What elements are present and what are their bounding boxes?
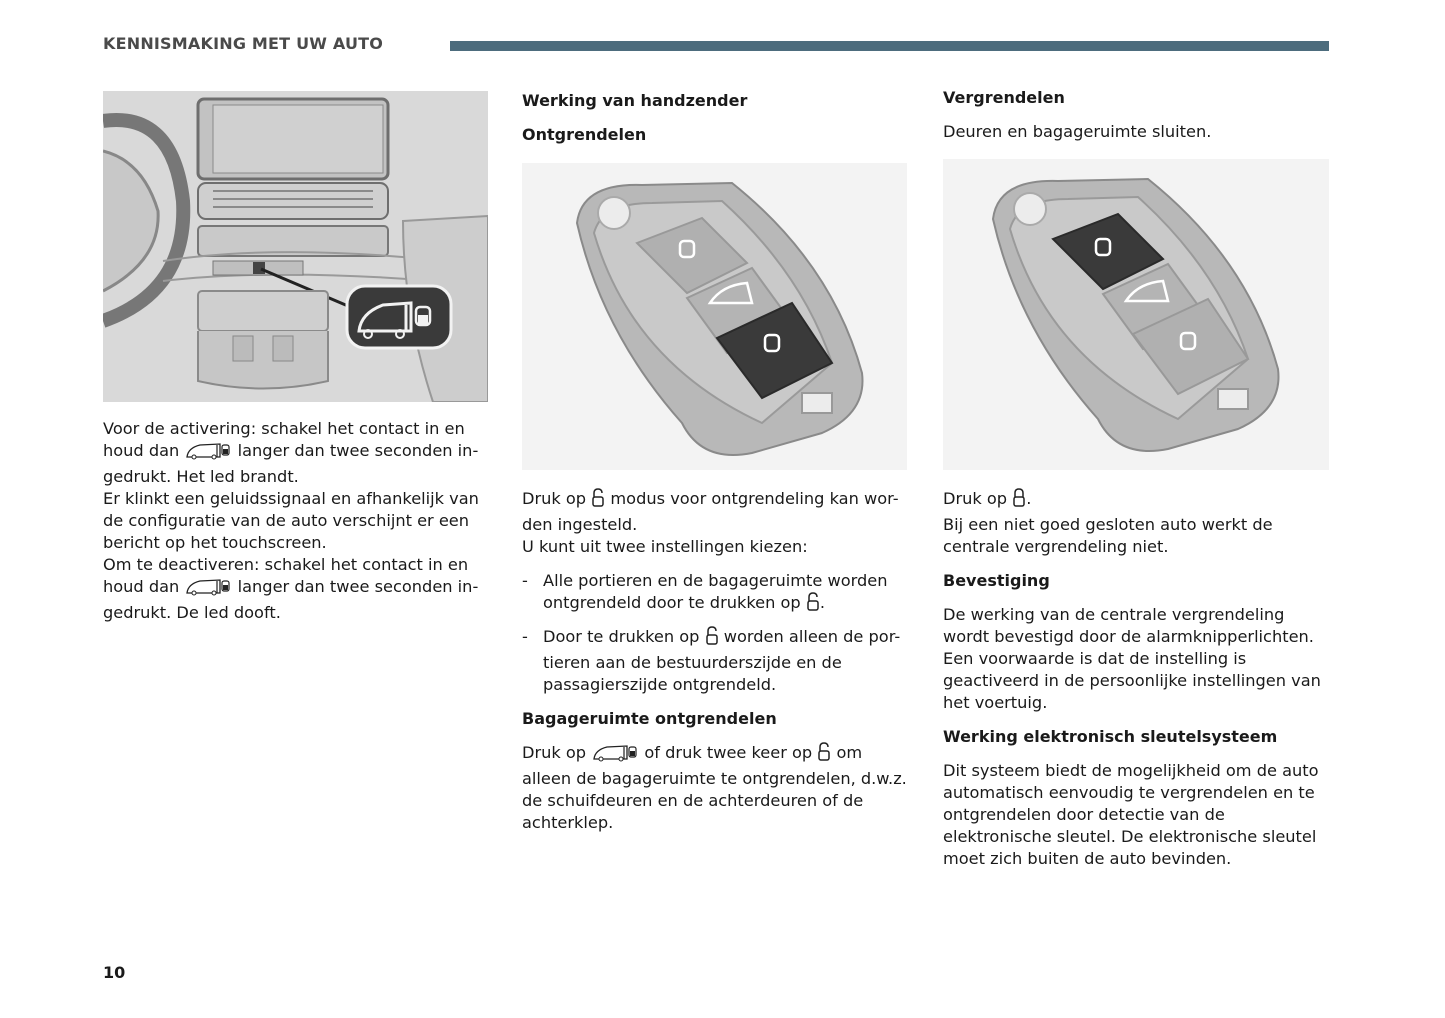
text: houd dan xyxy=(103,577,180,596)
paragraph xyxy=(522,742,907,768)
paragraph: gedrukt. De led dooft. xyxy=(103,603,281,622)
text: langer dan twee seconden in- xyxy=(237,577,479,596)
heading: Werking van handzender xyxy=(522,91,748,110)
text: Druk op xyxy=(943,489,1008,508)
paragraph: den ingesteld. xyxy=(522,515,638,534)
paragraph: U kunt uit twee instellingen kiezen: xyxy=(522,537,808,556)
heading: Bevestiging xyxy=(943,571,1050,590)
column-3-text xyxy=(943,488,1329,870)
dashboard-illustration xyxy=(103,91,488,402)
van-lock-icon xyxy=(184,440,232,466)
header-bar xyxy=(450,41,1329,51)
section-title: KENNISMAKING MET UW AUTO xyxy=(103,34,384,53)
column-1-text xyxy=(103,418,488,624)
paragraph: Deuren en bagageruimte sluiten. xyxy=(943,122,1212,141)
text: worden alleen de por- xyxy=(723,627,901,646)
van-lock-icon xyxy=(591,742,639,768)
heading: Bagageruimte ontgrendelen xyxy=(522,709,777,728)
paragraph: Er klinkt een geluidssignaal en afhankelijk van de configuratie van de auto verschijnt er een bericht op het touchscreen. xyxy=(103,489,479,552)
text: of druk twee keer op xyxy=(644,743,813,762)
unlock-icon xyxy=(591,488,605,514)
paragraph: Dit systeem biedt de mogelijkheid om de auto automatisch eenvoudig te vergrendelen en te ontgrendelen door detectie van de elektronische sleutel. De elektronische sleutel moet zich buiten de auto bevinden. xyxy=(943,761,1319,868)
paragraph: gedrukt. Het led brandt. xyxy=(103,467,299,486)
key-fob-illustration xyxy=(522,163,907,470)
paragraph xyxy=(103,576,488,602)
text: Druk op xyxy=(522,489,587,508)
unlock-icon xyxy=(817,742,831,768)
list-item xyxy=(522,626,907,696)
paragraph: alleen de bagageruimte te ontgrendelen, d.w.z. de schuifdeuren en de achterdeuren of de achterklep. xyxy=(522,769,907,832)
column-2-text xyxy=(522,488,907,834)
paragraph xyxy=(103,440,488,466)
heading: Ontgrendelen xyxy=(522,125,647,144)
bullet-dash: - xyxy=(522,571,528,590)
text: langer dan twee seconden in- xyxy=(237,441,479,460)
list-item xyxy=(522,570,907,618)
heading: Werking elektronisch sleutelsysteem xyxy=(943,727,1278,746)
key-fob-unlock-figure xyxy=(522,163,907,470)
paragraph xyxy=(543,626,907,652)
paragraph xyxy=(943,488,1329,514)
van-lock-icon xyxy=(184,576,232,602)
lock-icon xyxy=(1012,488,1026,514)
text: ontgrendeld door te drukken op xyxy=(543,593,801,612)
page-number: 10 xyxy=(103,963,126,982)
paragraph: tieren aan de bestuurderszijde en de passagierszijde ontgrendeld. xyxy=(543,653,842,694)
column-3-header xyxy=(943,87,1329,143)
paragraph: Bij een niet goed gesloten auto werkt de centrale vergrendeling niet. xyxy=(943,515,1273,556)
text: modus voor ontgrendeling kan wor- xyxy=(610,489,899,508)
paragraph: Alle portieren en de bagageruimte worden xyxy=(543,571,888,590)
text: houd dan xyxy=(103,441,180,460)
text: Druk op xyxy=(522,743,587,762)
text: . xyxy=(1026,489,1032,508)
dashboard-figure xyxy=(103,91,488,402)
bullet-dash: - xyxy=(522,627,528,646)
paragraph: Voor de activering: schakel het contact in en xyxy=(103,419,465,438)
unlock-icon xyxy=(705,626,719,652)
paragraph: Om te deactiveren: schakel het contact in en xyxy=(103,555,469,574)
column-2-header xyxy=(522,90,907,146)
paragraph xyxy=(543,592,907,618)
text: om xyxy=(836,743,863,762)
key-fob-lock-figure xyxy=(943,159,1329,470)
heading: Vergrendelen xyxy=(943,88,1065,107)
text: Door te drukken op xyxy=(543,627,700,646)
paragraph: De werking van de centrale vergrendeling wordt bevestigd door de alarmknipperlichten. Een voorwaarde is dat de instelling is geactiveerd in de persoonlijke instellingen van het voertuig. xyxy=(943,605,1321,712)
text: . xyxy=(819,593,826,612)
key-fob-illustration xyxy=(943,159,1329,470)
paragraph xyxy=(522,488,907,514)
unlock-icon xyxy=(806,592,820,618)
